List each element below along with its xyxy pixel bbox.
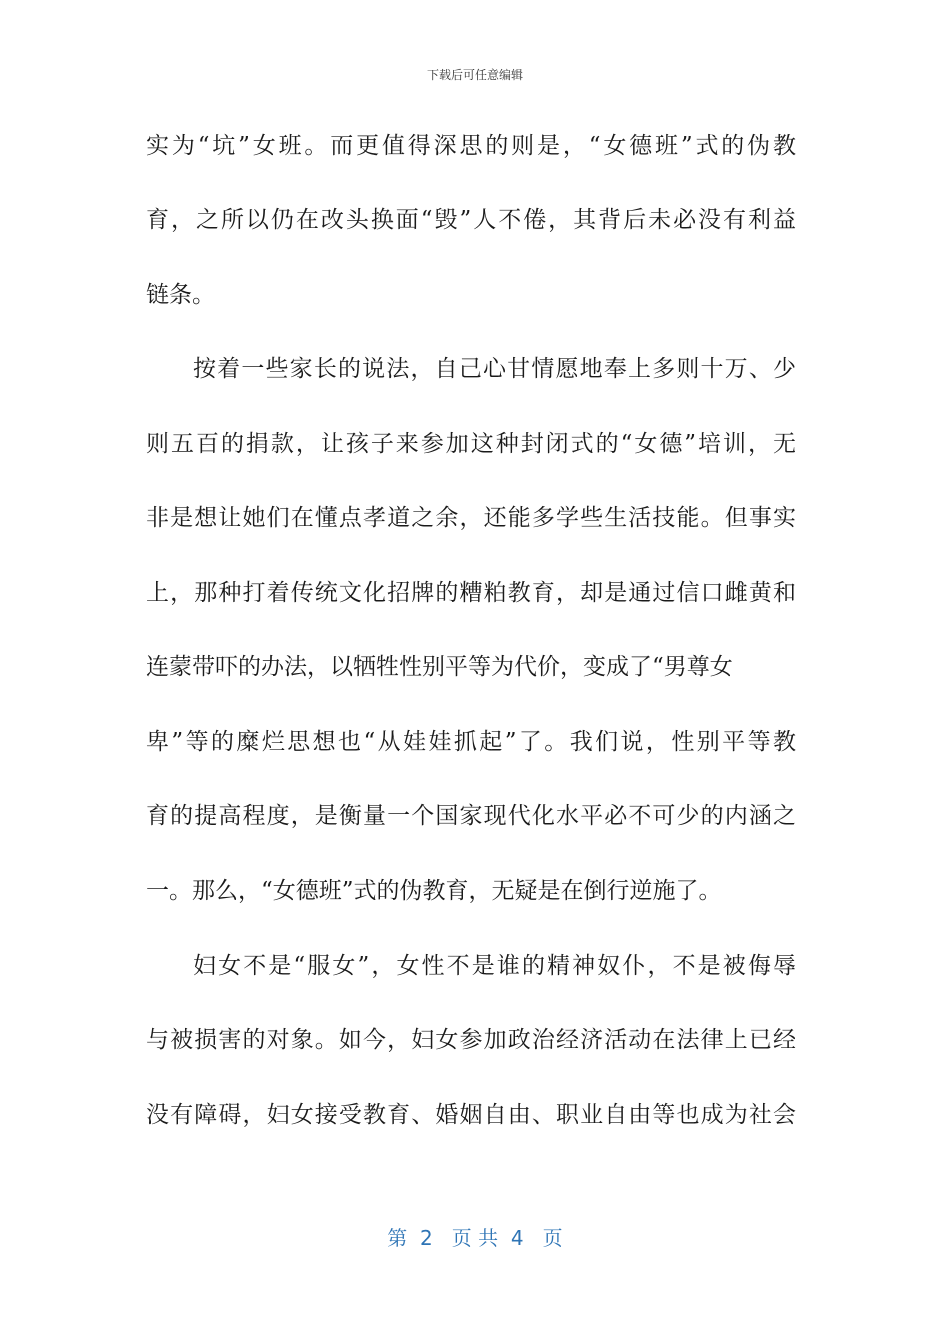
text-line: 实为“坑”女班。而更值得深思的则是，“女德班”式的伪教 bbox=[146, 133, 796, 159]
text-line: 与被损害的对象。如今，妇女参加政治经济活动在法律上已经 bbox=[146, 1027, 796, 1053]
text-line: 育，之所以仍在改头换面“毁”人不倦，其背后未必没有利益 bbox=[146, 207, 796, 233]
text-line: 没有障碍，妇女接受教育、婚姻自由、职业自由等也成为社会 bbox=[146, 1102, 796, 1128]
text-line: 上，那种打着传统文化招牌的糟粕教育，却是通过信口雌黄和 bbox=[146, 580, 796, 606]
page-header: 下载后可任意编辑 bbox=[426, 68, 523, 82]
text-line: 按着一些家长的说法，自己心甘情愿地奉上多则十万、少 bbox=[193, 356, 796, 382]
text-line: 链条。 bbox=[146, 282, 215, 308]
text-line: 非是想让她们在懂点孝道之余，还能多学些生活技能。但事实 bbox=[146, 505, 796, 531]
text-line: 则五百的捐款，让孩子来参加这种封闭式的“女德”培训，无 bbox=[146, 431, 796, 457]
text-line: 育的提高程度，是衡量一个国家现代化水平必不可少的内涵之 bbox=[146, 803, 796, 829]
text-line: 一。那么，“女德班”式的伪教育，无疑是在倒行逆施了。 bbox=[146, 878, 722, 904]
page-footer: 第 2 页 共 4 页 bbox=[387, 1226, 563, 1250]
text-line: 妇女不是“服女”，女性不是谁的精神奴仆，不是被侮辱 bbox=[193, 953, 796, 979]
text-line: 卑”等的糜烂思想也“从娃娃抓起”了。我们说，性别平等教 bbox=[146, 729, 796, 755]
text-line: 连蒙带吓的办法，以牺牲性别平等为代价，变成了“男尊女 bbox=[146, 654, 733, 680]
